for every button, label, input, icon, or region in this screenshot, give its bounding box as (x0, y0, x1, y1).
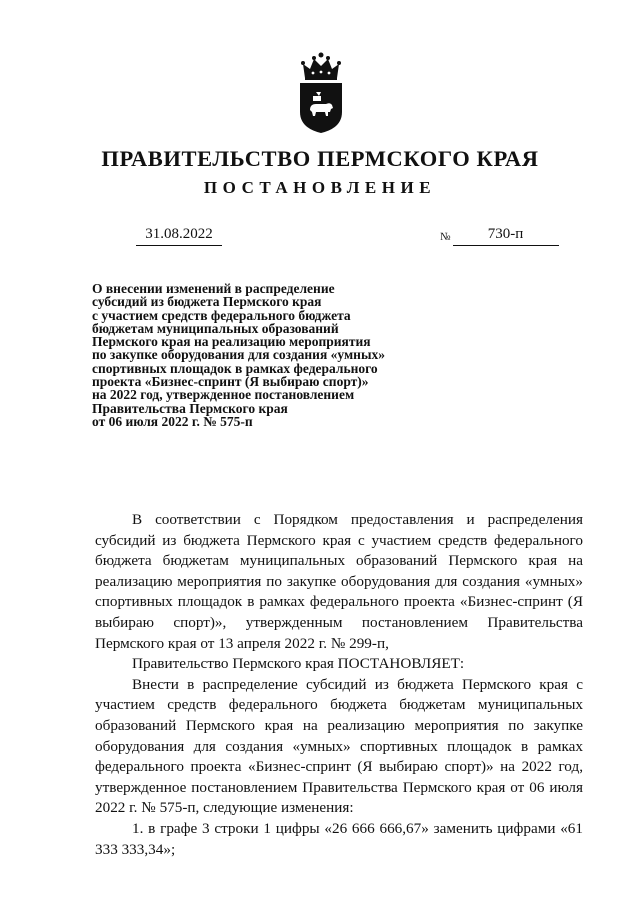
coat-of-arms-icon (295, 52, 347, 134)
subject-line: по закупке оборудования для создания «умных» (92, 347, 385, 363)
resolution-paragraph: Внести в распределение субсидий из бюджета Пермского края с участием средств федерального бюджета бюджетам муниципальных образований Пермского края на реализацию мероприятия по закупке оборудования для создания «умных» спортивных площадок в рамках федерального проекта «Бизнес-спринт (Я выбираю спорт)» на 2022 год, утвержденное постановлением Правительства Пермского края от 06 июля 2022 г. № 575-п, следующие изменения: (95, 675, 583, 817)
subject-line: О внесении изменений в распределение (92, 281, 335, 296)
preamble-paragraph: В соответствии с Порядком предоставления и распределения субсидий из бюджета Пермского края с участием средств федерального бюджета бюджетам муниципальных образований Пермского края на реализацию мероприятия по закупке оборудования для создания «умных» спортивных площадок в рамках федерального проекта «Бизнес-спринт (Я выбираю спорт)», утвержденным постановлением Правительства Пермского края от 13 апреля 2022 г. № 299-п, (95, 511, 583, 652)
subject-line: на 2022 год, утвержденное постановлением (92, 387, 355, 403)
resolution-phrase: Правительство Пермского края ПОСТАНОВЛЯЕТ: (132, 655, 465, 673)
subject-line: Пермского края на реализацию мероприятия (92, 334, 371, 350)
subject-line: от 06 июля 2022 г. № 575-п (92, 413, 253, 429)
document-type: ПОСТАНОВЛЕНИЕ (203, 178, 437, 197)
document-date: 31.08.2022 (136, 226, 222, 246)
subject-line: бюджетам муниципальных образований (92, 320, 339, 336)
subject-line: проекта «Бизнес-спринт (Я выбираю спорт)» (92, 374, 369, 390)
change-item-1: 1. в графе 3 строки 1 цифры «26 666 666,67» заменить цифрами «61 333 333,34»; (95, 819, 583, 858)
number-sign: № (440, 231, 451, 243)
document-number (440, 226, 559, 246)
subject-line: спортивных площадок в рамках федерального (92, 360, 378, 376)
document-body (95, 510, 583, 860)
number-value: 730-п (453, 226, 559, 246)
government-title: ПРАВИТЕЛЬСТВО ПЕРМСКОГО КРАЯ (101, 146, 539, 171)
subject-line: Правительства Пермского края (92, 400, 288, 416)
document-subject (92, 282, 452, 428)
subject-line: с участием средств федерального бюджета (92, 307, 351, 323)
subject-line: субсидий из бюджета Пермского края (92, 294, 322, 310)
